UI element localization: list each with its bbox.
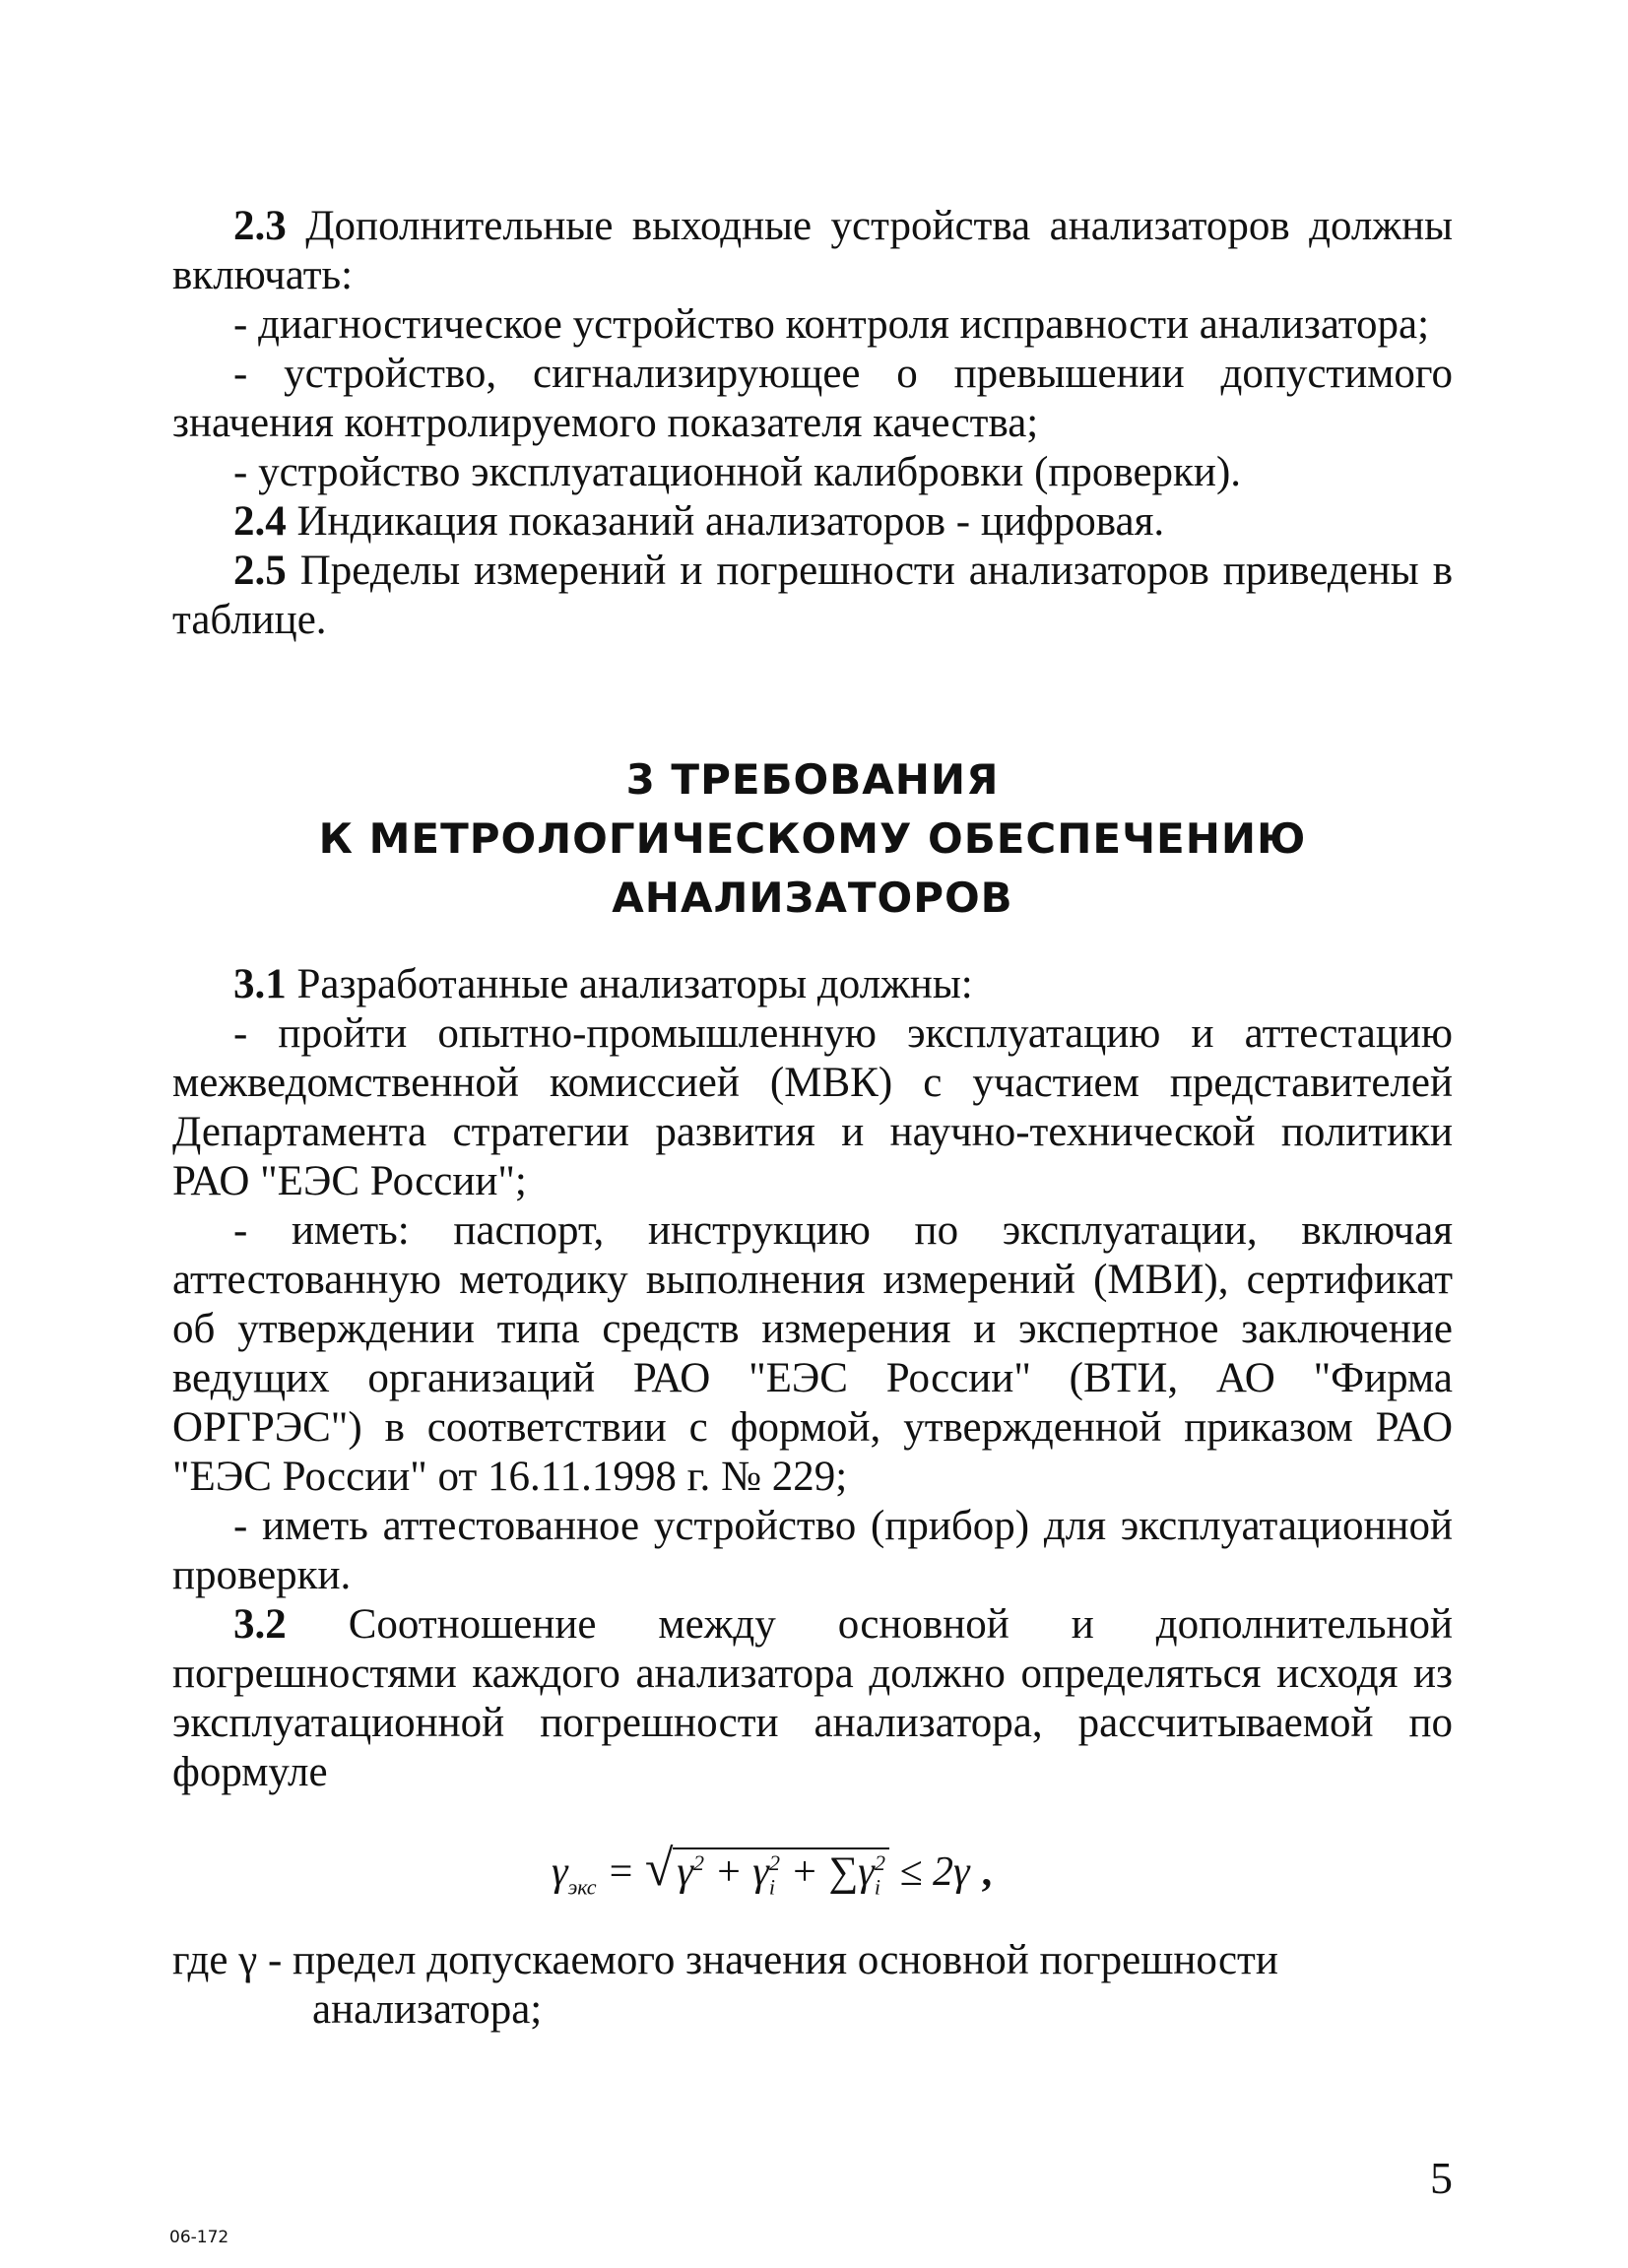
list-item: - диагностическое устройство контроля исправности анализатора; <box>233 301 1430 348</box>
formula-relation: ≤ 2γ <box>899 1849 970 1895</box>
list-item: - пройти опытно-промышленную эксплуатацию и аттестацию межведомственной комиссией (МВК) с участием представителей Департамента стратегии развития и научно-технической политики РАО "ЕЭС России"; <box>172 1010 1453 1204</box>
formula-term: γ <box>677 1849 693 1895</box>
formula-subscript: i <box>768 1874 775 1900</box>
formula-sum: ∑ <box>828 1849 859 1895</box>
list-item: - устройство, сигнализирующее о превышении допустимого значения контролируемого показателя качества; <box>172 351 1453 446</box>
section-3-text <box>172 960 1453 1797</box>
heading-line: 3 ТРЕБОВАНИЯ <box>625 755 1000 804</box>
heading-line: АНАЛИЗАТОРОВ <box>612 874 1013 922</box>
formula-exponent: 2 <box>768 1850 780 1875</box>
formula-radicand <box>673 1847 889 1900</box>
formula-exponent: 2 <box>692 1850 704 1875</box>
formula-explanation <box>172 1936 1453 2035</box>
paragraph-text: Пределы измерений и погрешности анализаторов приведены в таблице. <box>172 548 1453 643</box>
section-2-text <box>172 202 1453 645</box>
paragraph-number: 2.3 <box>233 203 287 249</box>
error-formula <box>552 1834 992 1916</box>
formula-term: γ <box>858 1849 875 1895</box>
paragraph-text: Индикация показаний анализаторов - цифровая. <box>286 498 1165 545</box>
paragraph-3-2 <box>172 1600 1453 1797</box>
heading-line: К МЕТРОЛОГИЧЕСКОМУ ОБЕСПЕЧЕНИЮ <box>318 814 1307 863</box>
paragraph-number: 2.4 <box>233 498 287 545</box>
paragraph-2-5 <box>172 547 1453 645</box>
paragraph-2-3 <box>172 202 1453 300</box>
formula-lhs-subscript: экс <box>567 1874 597 1900</box>
document-code: 06-172 <box>169 2228 229 2247</box>
formula-equals: = <box>606 1849 635 1895</box>
formula-exponent: 2 <box>874 1850 885 1875</box>
sqrt-icon: √ <box>644 1841 674 1897</box>
list-item: - иметь аттестованное устройство (прибор) для эксплуатационной проверки. <box>172 1503 1453 1598</box>
formula-subscript: i <box>874 1874 880 1900</box>
formula-term: γ <box>752 1849 769 1895</box>
paragraph-text: Разработанные анализаторы должны: <box>286 961 973 1007</box>
paragraph-text: Соотношение между основной и дополнительной погрешностями каждого анализатора должно определяться исходя из эксплуатационной погрешности анализатора, рассчитываемой по формуле <box>172 1601 1453 1795</box>
paragraph-3-1 <box>172 960 1453 1009</box>
page-number: 5 <box>1430 2153 1453 2203</box>
paragraph-text: Дополнительные выходные устройства анализаторов должны включать: <box>172 203 1453 298</box>
explanation-line: анализатора; <box>312 1986 543 2033</box>
paragraph-2-4 <box>172 497 1453 547</box>
section-3-heading <box>172 750 1453 928</box>
formula-plus: + <box>714 1849 743 1895</box>
paragraph-number: 3.1 <box>233 961 287 1007</box>
paragraph-number: 3.2 <box>233 1601 287 1648</box>
formula-plus: + <box>790 1849 818 1895</box>
list-item: - устройство эксплуатационной калибровки (проверки). <box>233 449 1242 495</box>
list-item: - иметь: паспорт, инструкцию по эксплуатации, включая аттестованную методику выполнения измерений (МВИ), сертификат об утверждении типа средств измерения и экспертное заключение ведущих организаций РАО "ЕЭС России" (ВТИ, АО "Фирма ОРГРЭС") в соответствии с формой, утвержденной приказом РАО "ЕЭС России" от 16.11.1998 г. № 229; <box>172 1207 1453 1500</box>
explanation-line: где γ - предел допускаемого значения основной погрешности <box>172 1937 1278 1983</box>
formula-lhs: γ <box>552 1849 568 1895</box>
formula-comma: , <box>981 1849 993 1895</box>
paragraph-number: 2.5 <box>233 548 287 594</box>
